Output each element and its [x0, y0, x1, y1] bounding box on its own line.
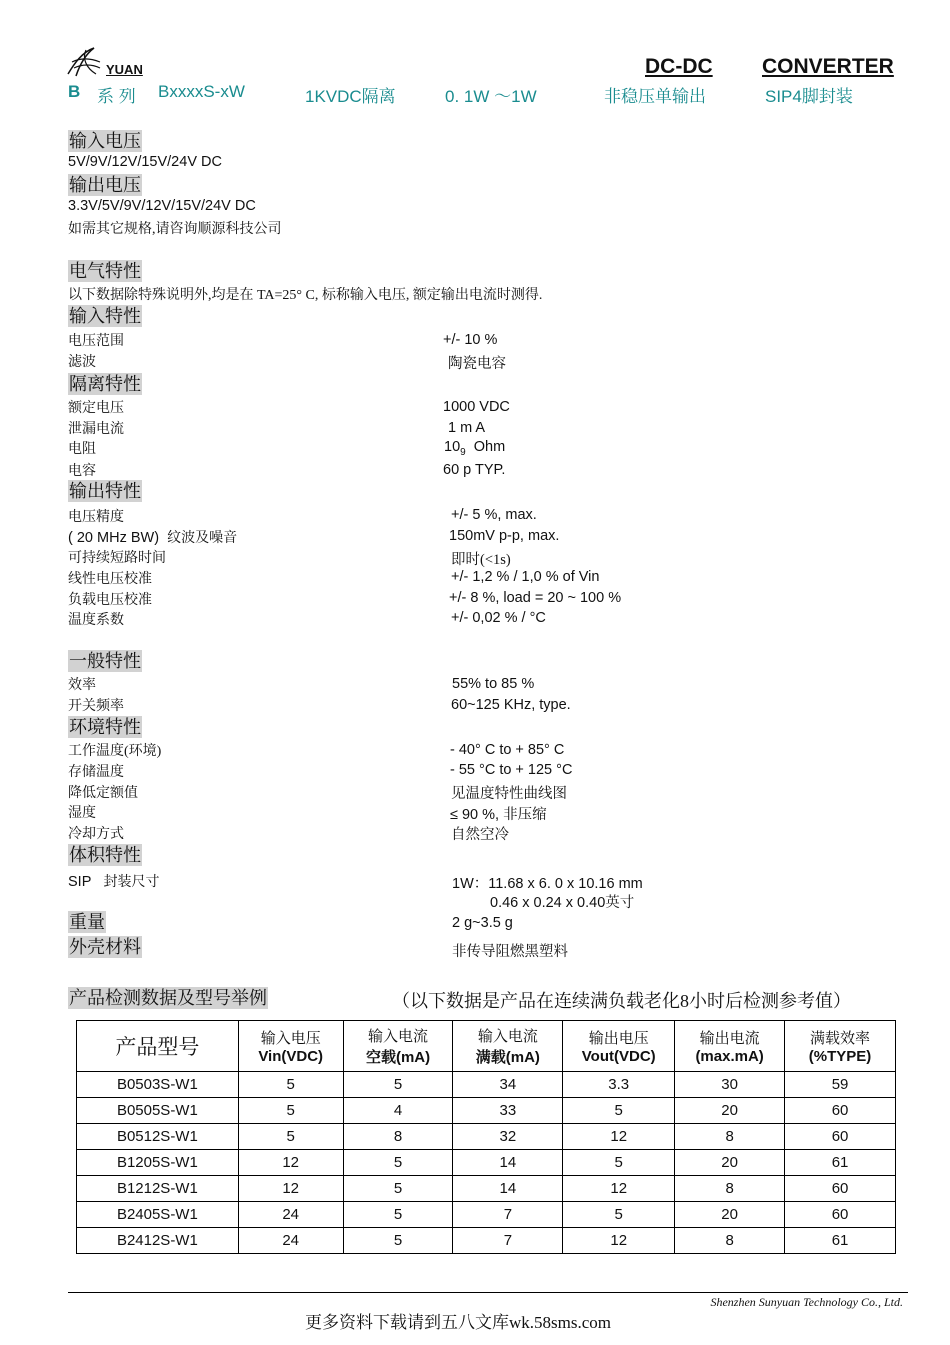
- table-cell: 12: [238, 1176, 343, 1202]
- table-cell: 34: [453, 1072, 563, 1098]
- spec-value: ≤ 90 %, 非压缩: [450, 807, 547, 823]
- power-range: 0. 1W ～1W: [445, 87, 537, 106]
- footer-company: Shenzhen Sunyuan Technology Co., Ltd.: [710, 1295, 903, 1309]
- table-cell: B0512S-W1: [77, 1124, 239, 1150]
- spec-value: 1000 VDC: [443, 399, 510, 415]
- table-cell: 3.3: [563, 1072, 675, 1098]
- spec-label: 工作温度(环境): [68, 744, 162, 759]
- table-cell: 14: [453, 1176, 563, 1202]
- spec-value: 1 m A: [448, 420, 486, 436]
- package-size-label-row: [68, 871, 159, 891]
- table-cell: 24: [238, 1228, 343, 1254]
- spec-label: 线性电压校准: [68, 572, 152, 587]
- spec-value: - 55 °C to + 125 °C: [450, 762, 573, 778]
- spec-value: - 40° C to + 85° C: [450, 742, 565, 758]
- spec-label: 效率: [68, 678, 96, 693]
- table-cell: 20: [675, 1098, 785, 1124]
- col-iout: [675, 1021, 785, 1072]
- spec-label: 负载电压校准: [68, 593, 152, 608]
- input-voltage-value: 5V/9V/12V/15V/24V DC: [68, 154, 222, 170]
- table-row: [77, 1176, 896, 1202]
- ripple-label: 纹波及噪音: [167, 531, 238, 546]
- spec-value: +/- 8 %, load = 20 ~ 100 %: [449, 590, 622, 606]
- table-cell: B1205S-W1: [77, 1150, 239, 1176]
- column-header-text: 输入电流: [368, 1029, 429, 1045]
- table-cell: 5: [343, 1176, 453, 1202]
- table-cell: 20: [675, 1150, 785, 1176]
- table-row: [77, 1124, 896, 1150]
- package-size-prefix: SIP: [68, 874, 92, 890]
- table-cell: 5: [238, 1072, 343, 1098]
- table-cell: 14: [453, 1150, 563, 1176]
- spec-label: 可持续短路时间: [68, 551, 166, 566]
- table-cell: B2412S-W1: [77, 1228, 239, 1254]
- spec-value: 60 p TYP.: [443, 462, 506, 478]
- table-cell: 5: [343, 1228, 453, 1254]
- output-specs-heading: 输出特性: [69, 481, 141, 501]
- package-type: SIP4脚封装: [765, 87, 853, 106]
- resistance-base: 10: [444, 439, 461, 455]
- resistance-exponent: 9: [460, 446, 466, 458]
- spec-label: 泄漏电流: [68, 422, 124, 437]
- table-cell: B2405S-W1: [77, 1202, 239, 1228]
- spec-value: 陶瓷电容: [448, 356, 506, 372]
- table-cell: 5: [343, 1072, 453, 1098]
- table-cell: 33: [453, 1098, 563, 1124]
- column-header-text: 满载(mA): [475, 1049, 540, 1066]
- column-header-text: 空载(mA): [365, 1049, 431, 1066]
- input-specs-heading: 输入特性: [69, 306, 141, 326]
- table-cell: 5: [238, 1098, 343, 1124]
- table-cell: 12: [563, 1124, 675, 1150]
- table-header-row: [77, 1021, 896, 1072]
- table-cell: 8: [675, 1124, 785, 1150]
- table-cell: 8: [343, 1124, 453, 1150]
- weight-value: 2 g~3.5 g: [452, 915, 513, 931]
- footer-download-note: 更多资料下载请到五八文库wk.58sms.com: [305, 1313, 611, 1332]
- table-cell: 5: [343, 1202, 453, 1228]
- spec-value: 60~125 KHz, type.: [451, 697, 571, 713]
- table-cell: 7: [453, 1202, 563, 1228]
- table-cell: 60: [785, 1124, 896, 1150]
- spec-value: +/- 10 %: [443, 332, 498, 348]
- table-cell: B0505S-W1: [77, 1098, 239, 1124]
- spec-label: 电压精度: [68, 510, 124, 525]
- resistance-unit: Ohm: [473, 439, 506, 455]
- title-converter: CONVERTER: [762, 55, 894, 78]
- spec-label: 开关频率: [68, 699, 124, 714]
- output-voltage-heading: 输出电压: [69, 175, 141, 195]
- table-cell: 30: [675, 1072, 785, 1098]
- spec-value: 自然空冷: [451, 827, 509, 843]
- col-vin: [238, 1021, 343, 1072]
- table-cell: 59: [785, 1072, 896, 1098]
- regulation-type: 非稳压单输出: [604, 87, 706, 106]
- company-logo: [64, 44, 104, 80]
- column-header-text: Vin(VDC): [258, 1048, 324, 1065]
- spec-value: +/- 5 %, max.: [451, 507, 537, 523]
- series-word: 系 列: [97, 87, 136, 106]
- spec-label: 存储温度: [68, 765, 124, 780]
- package-size-imperial: 0.46 x 0.24 x 0.40英寸: [490, 895, 635, 911]
- table-cell: 8: [675, 1228, 785, 1254]
- isolation-rating: 1KVDC隔离: [305, 87, 396, 106]
- column-header-text: 输出电压: [588, 1031, 649, 1047]
- spec-label: 滤波: [68, 355, 96, 370]
- spec-label: 冷却方式: [68, 827, 124, 842]
- models-heading: 产品检测数据及型号举例: [69, 988, 267, 1008]
- table-cell: 60: [785, 1202, 896, 1228]
- case-material-value: 非传导阻燃黑塑料: [452, 944, 568, 960]
- models-note: （以下数据是产品在连续满负载老化8小时后检测参考值）: [392, 991, 851, 1011]
- table-row: [77, 1098, 896, 1124]
- table-cell: 61: [785, 1150, 896, 1176]
- footer-divider: [68, 1292, 908, 1293]
- input-voltage-heading: 输入电压: [69, 131, 141, 151]
- ripple-bandwidth: ( 20 MHz BW): [68, 530, 160, 546]
- table-cell: B1212S-W1: [77, 1176, 239, 1202]
- table-cell: 61: [785, 1228, 896, 1254]
- spec-label: 电容: [68, 464, 96, 479]
- table-row: [77, 1228, 896, 1254]
- table-cell: 5: [563, 1098, 675, 1124]
- case-material-heading: 外壳材料: [69, 937, 141, 957]
- table-cell: 20: [675, 1202, 785, 1228]
- spec-value: +/- 1,2 % / 1,0 % of Vin: [451, 569, 600, 585]
- custom-spec-note: 如需其它规格,请咨询顺源科技公司: [68, 222, 282, 237]
- output-voltage-value: 3.3V/5V/9V/12V/15V/24V DC: [68, 198, 256, 214]
- table-cell: 32: [453, 1124, 563, 1150]
- table-row: [77, 1202, 896, 1228]
- resistance-value: [444, 439, 505, 458]
- spec-label: 温度系数: [68, 613, 124, 628]
- column-header-text: 输入电压: [260, 1031, 321, 1047]
- col-iin-fullload: [453, 1021, 563, 1072]
- volume-specs-heading: 体积特性: [69, 845, 141, 865]
- spec-value: 150mV p-p, max.: [449, 528, 560, 544]
- table-cell: 12: [563, 1176, 675, 1202]
- spec-value: 见温度特性曲线图: [451, 786, 567, 802]
- table-cell: 60: [785, 1176, 896, 1202]
- logo-text: YUAN: [106, 62, 143, 77]
- spec-label: 电阻: [68, 442, 96, 457]
- package-size-label: 封装尺寸: [103, 875, 160, 890]
- table-cell: B0503S-W1: [77, 1072, 239, 1098]
- table-cell: 5: [238, 1124, 343, 1150]
- table-cell: 5: [343, 1150, 453, 1176]
- table-row: [77, 1072, 896, 1098]
- spec-value: 55% to 85 %: [452, 676, 535, 692]
- table-cell: 5: [563, 1202, 675, 1228]
- table-cell: 60: [785, 1098, 896, 1124]
- col-efficiency: [785, 1021, 896, 1072]
- table-row: [77, 1150, 896, 1176]
- col-vout: [563, 1021, 675, 1072]
- package-size-metric: 1W：11.68 x 6. 0 x 10.16 mm: [452, 876, 643, 892]
- spec-label: 降低定额值: [68, 786, 138, 801]
- column-header-text: (max.mA): [695, 1048, 764, 1065]
- column-header-text: (%TYPE): [808, 1048, 872, 1065]
- table-cell: 7: [453, 1228, 563, 1254]
- table-cell: 5: [563, 1150, 675, 1176]
- title-dc-dc: DC-DC: [645, 55, 713, 78]
- table-cell: 24: [238, 1202, 343, 1228]
- column-header-text: 输入电流: [477, 1029, 538, 1045]
- column-header-text: 产品型号: [115, 1035, 200, 1059]
- spec-value: +/- 0,02 % / °C: [451, 610, 546, 626]
- spec-label: 额定电压: [68, 401, 124, 416]
- model-table: [76, 1020, 896, 1254]
- electrical-note: 以下数据除特殊说明外,均是在 TA=25° C, 标称输入电压, 额定输出电流时测得.: [68, 288, 543, 303]
- general-specs-heading: 一般特性: [69, 651, 141, 671]
- table-cell: 8: [675, 1176, 785, 1202]
- model-pattern: BxxxxS-xW: [158, 82, 245, 101]
- col-model: [77, 1021, 239, 1072]
- column-header-text: 输出电流: [699, 1031, 760, 1047]
- spec-label: 电压范围: [68, 334, 124, 349]
- table-cell: 4: [343, 1098, 453, 1124]
- column-header-text: 满载效率: [810, 1031, 871, 1047]
- electrical-heading: 电气特性: [69, 261, 141, 281]
- column-header-text: Vout(VDC): [581, 1048, 656, 1065]
- environment-specs-heading: 环境特性: [69, 717, 141, 737]
- spec-value: 即时(<1s): [451, 552, 511, 568]
- series-letter: B: [68, 82, 81, 101]
- weight-heading: 重量: [69, 912, 105, 932]
- spec-label: 湿度: [68, 806, 96, 821]
- ripple-label-row: [68, 527, 237, 547]
- isolation-specs-heading: 隔离特性: [69, 374, 141, 394]
- table-cell: 12: [238, 1150, 343, 1176]
- col-iin-noload: [343, 1021, 453, 1072]
- table-cell: 12: [563, 1228, 675, 1254]
